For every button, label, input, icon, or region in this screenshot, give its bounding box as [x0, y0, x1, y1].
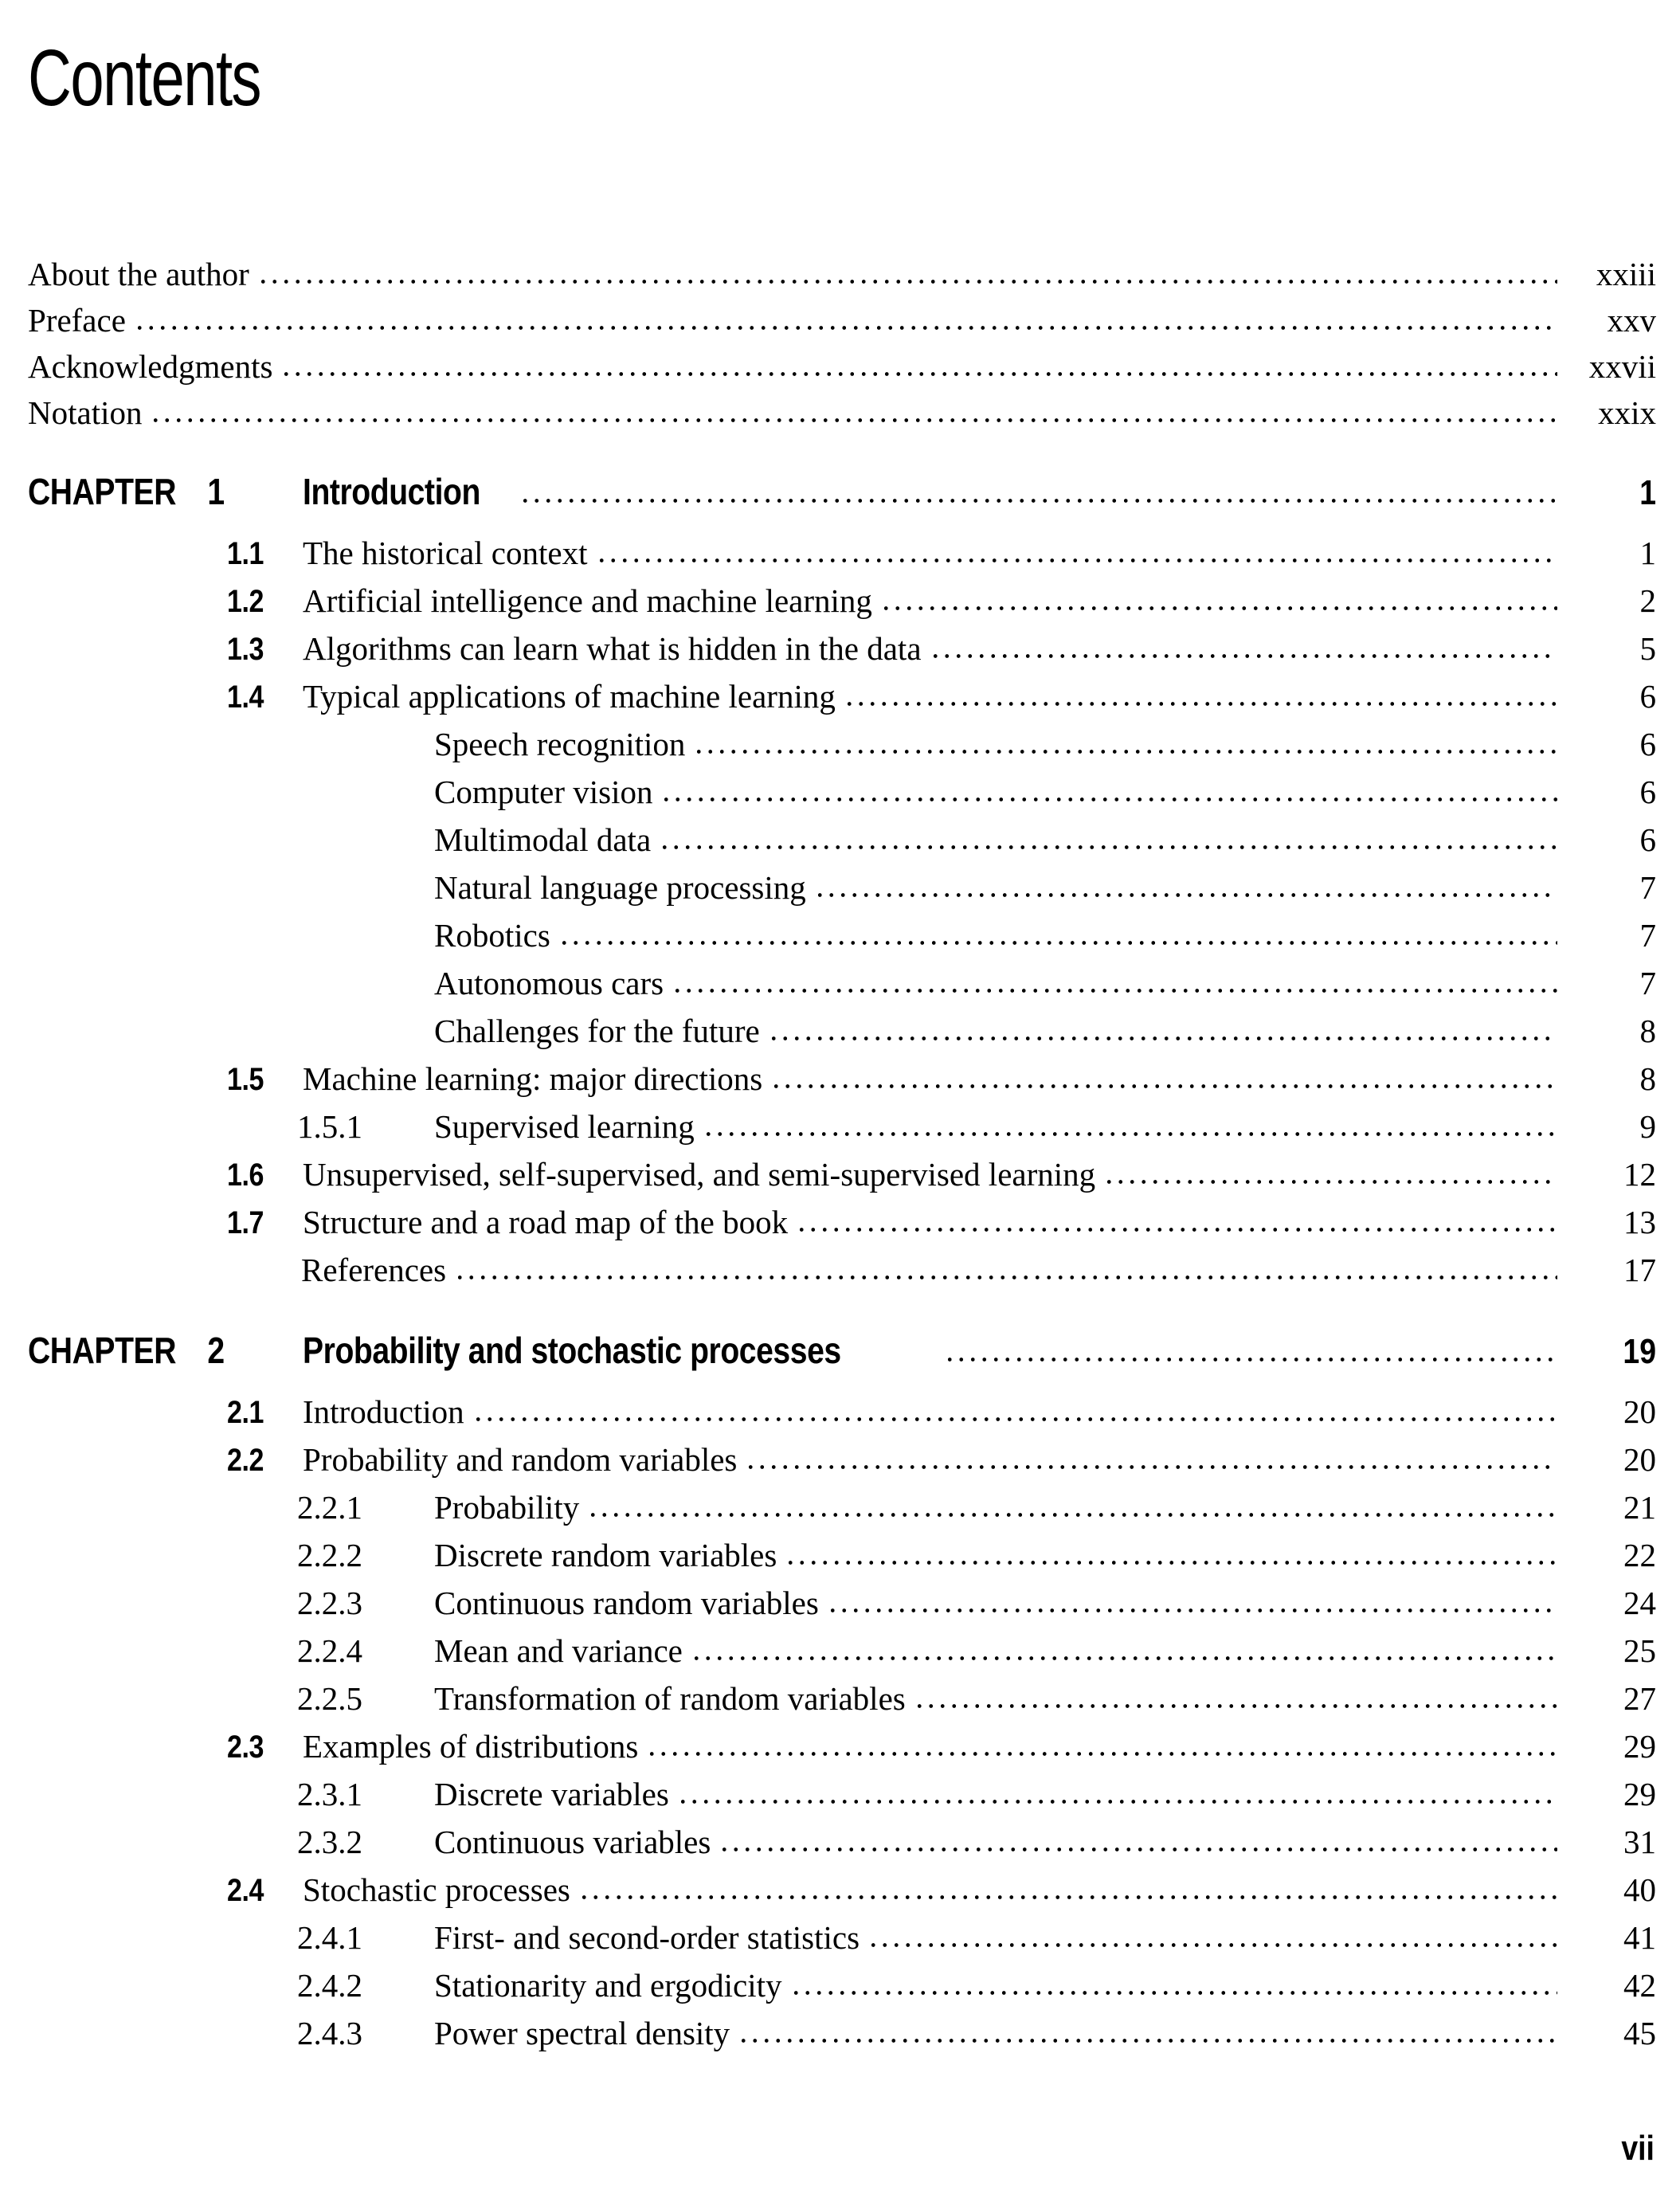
- toc-entry: [28, 725, 1656, 773]
- footer-page-number: vii: [1621, 2129, 1655, 2168]
- toc-entry: [28, 964, 1656, 1012]
- entry-title: Supervised learning: [434, 1108, 695, 1145]
- toc-entry: [28, 1823, 1656, 1871]
- toc-entry: [28, 1775, 1656, 1823]
- dot-leader: [768, 1035, 1557, 1042]
- entry-page: 42: [1623, 1967, 1656, 2004]
- toc-entry: [28, 1918, 1656, 1966]
- entry-title: Stationarity and ergodicity: [434, 1967, 782, 2004]
- toc-entry: [28, 1584, 1656, 1632]
- entry-page: 20: [1623, 1393, 1656, 1430]
- entry-page: 25: [1623, 1632, 1656, 1669]
- dot-leader: [134, 324, 1557, 331]
- entry-page: 40: [1623, 1871, 1656, 1908]
- entry-page: xxvii: [1588, 348, 1656, 385]
- chapter-title: Probability and stochastic processes: [303, 1330, 841, 1371]
- entry-page: 22: [1623, 1537, 1656, 1573]
- entry-number: 2.3: [227, 1730, 264, 1765]
- entry-page: 6: [1639, 774, 1656, 810]
- toc-entry: [28, 1727, 1656, 1775]
- entry-page: 8: [1639, 1060, 1656, 1097]
- entry-title: Continuous random variables: [434, 1585, 819, 1621]
- dot-leader: [693, 748, 1557, 755]
- dot-leader: [827, 1607, 1557, 1614]
- toc-entry: [28, 1632, 1656, 1679]
- toc-entry: [28, 1155, 1656, 1203]
- entry-title: Algorithms can learn what is hidden in the data: [303, 630, 922, 667]
- entry-title: Probability: [434, 1489, 580, 1526]
- toc-entry: [28, 677, 1656, 725]
- entry-page: 29: [1623, 1728, 1656, 1765]
- entry-page: xxix: [1598, 394, 1656, 431]
- entry-title: First- and second-order statistics: [434, 1919, 860, 1956]
- dot-leader: [785, 1559, 1557, 1566]
- entry-title: Introduction: [303, 1393, 464, 1430]
- entry-title: Acknowledgments: [28, 348, 273, 385]
- entry-page: 1: [1639, 535, 1656, 571]
- entry-title: Probability and random variables: [303, 1441, 738, 1478]
- entry-number: 2.1: [227, 1395, 264, 1430]
- entry-number: 2.4.3: [297, 2015, 362, 2051]
- dot-leader: [646, 1750, 1557, 1757]
- toc-entry: [28, 1012, 1656, 1060]
- toc-entry: [28, 1871, 1656, 1918]
- toc-entry: [28, 1440, 1656, 1488]
- entry-page: 6: [1639, 821, 1656, 858]
- toc-entry: [28, 1393, 1656, 1440]
- entry-title: Stochastic processes: [303, 1871, 570, 1908]
- dot-leader: [944, 1356, 1557, 1363]
- dot-leader: [472, 1416, 1557, 1423]
- entry-number: 2.2.3: [297, 1585, 362, 1621]
- toc-entry: [28, 1251, 1656, 1299]
- entry-title: Structure and a road map of the book: [303, 1204, 789, 1240]
- entry-title: Challenges for the future: [434, 1013, 760, 1049]
- dot-leader: [578, 1894, 1557, 1901]
- entry-title: Power spectral density: [434, 2015, 730, 2051]
- entry-number: 2.2: [227, 1443, 264, 1478]
- entry-number: 2.4.2: [297, 1967, 362, 2004]
- dot-leader: [796, 1226, 1557, 1233]
- entry-title: Computer vision: [434, 774, 653, 810]
- dot-leader: [867, 1941, 1557, 1949]
- dot-leader: [790, 1989, 1558, 1996]
- entry-title: References: [301, 1252, 447, 1288]
- toc-entry: [28, 582, 1656, 629]
- entry-title: Mean and variance: [434, 1632, 683, 1669]
- entry-number: 2.3.1: [297, 1776, 362, 1812]
- chapter-heading: [28, 473, 1656, 519]
- entry-title: Autonomous cars: [434, 965, 664, 1001]
- toc-entry: [28, 629, 1656, 677]
- entry-number: 1.4: [227, 680, 264, 715]
- entry-title: Machine learning: major directions: [303, 1060, 763, 1097]
- dot-leader: [280, 370, 1557, 378]
- entry-title: About the author: [28, 256, 249, 292]
- dot-leader: [150, 417, 1557, 424]
- dot-leader: [454, 1274, 1557, 1281]
- dot-leader: [770, 1083, 1557, 1090]
- entry-number: 2.3.2: [297, 1824, 362, 1860]
- entry-title: Robotics: [434, 917, 550, 954]
- entry-page: xxiii: [1596, 256, 1656, 292]
- dot-leader: [719, 1846, 1557, 1853]
- toc-entry: [28, 1679, 1656, 1727]
- toc-entry: [28, 255, 1656, 301]
- entry-page: 5: [1639, 630, 1656, 667]
- chapter-heading: [28, 1332, 1656, 1378]
- front-matter-list: [28, 255, 1656, 440]
- entry-title: Transformation of random variables: [434, 1680, 906, 1717]
- chapter-page: 19: [1623, 1332, 1656, 1371]
- entry-page: 13: [1623, 1204, 1656, 1240]
- toc-entry: [28, 916, 1656, 964]
- entry-number: 1.7: [227, 1205, 264, 1240]
- entry-number: 2.4.1: [297, 1919, 362, 1956]
- dot-leader: [596, 557, 1558, 564]
- dot-leader: [738, 2037, 1557, 2044]
- entry-title: Examples of distributions: [303, 1728, 639, 1765]
- toc-entry: [28, 301, 1656, 347]
- page-title: Contents: [28, 33, 261, 123]
- entry-title: Preface: [28, 302, 126, 339]
- entry-number: 1.2: [227, 584, 264, 619]
- entry-page: xxv: [1607, 302, 1656, 339]
- entry-page: 2: [1639, 582, 1656, 619]
- entry-page: 31: [1623, 1824, 1656, 1860]
- entry-page: 17: [1623, 1252, 1656, 1288]
- dot-leader: [257, 278, 1557, 285]
- entry-page: 21: [1623, 1489, 1656, 1526]
- entry-page: 29: [1623, 1776, 1656, 1812]
- dot-leader: [745, 1463, 1557, 1471]
- entry-title: Unsupervised, self-supervised, and semi-supervised learning: [303, 1156, 1096, 1193]
- entry-number: 2.2.1: [297, 1489, 362, 1526]
- entry-page: 41: [1623, 1919, 1656, 1956]
- entry-number: 1.1: [227, 536, 264, 571]
- entry-page: 12: [1623, 1156, 1656, 1193]
- dot-leader: [930, 652, 1557, 660]
- entry-number: 1.3: [227, 632, 264, 667]
- dot-leader: [914, 1702, 1557, 1710]
- chapter-title: Introduction: [303, 471, 480, 512]
- entry-number: 1.6: [227, 1158, 264, 1193]
- toc-entry: [28, 1488, 1656, 1536]
- toc-entry: [28, 1060, 1656, 1107]
- chapter-label: CHAPTER 1: [28, 471, 225, 512]
- entry-page: 9: [1639, 1108, 1656, 1145]
- entry-page: 24: [1623, 1585, 1656, 1621]
- entry-page: 7: [1639, 869, 1656, 906]
- dot-leader: [587, 1511, 1557, 1518]
- entry-page: 7: [1639, 917, 1656, 954]
- entry-title: Continuous variables: [434, 1824, 711, 1860]
- entry-title: The historical context: [303, 535, 588, 571]
- dot-leader: [880, 605, 1557, 612]
- entry-title: Discrete random variables: [434, 1537, 777, 1573]
- entry-title: Typical applications of machine learning: [303, 678, 836, 715]
- entry-number: 1.5: [227, 1062, 264, 1097]
- entry-number: 2.2.4: [297, 1632, 362, 1669]
- toc-entry: [28, 868, 1656, 916]
- entry-number: 2.2.2: [297, 1537, 362, 1573]
- dot-leader: [677, 1798, 1557, 1805]
- toc-entry: [28, 1107, 1656, 1155]
- dot-leader: [1103, 1178, 1557, 1185]
- entry-title: Natural language processing: [434, 869, 806, 906]
- dot-leader: [659, 844, 1557, 851]
- dot-leader: [814, 891, 1557, 899]
- dot-leader: [519, 497, 1557, 504]
- entry-page: 8: [1639, 1013, 1656, 1049]
- entry-title: Notation: [28, 394, 143, 431]
- entry-title: Speech recognition: [434, 726, 686, 762]
- toc-entry: [28, 821, 1656, 868]
- chapter-label: CHAPTER 2: [28, 1330, 225, 1371]
- toc-entry: [28, 534, 1656, 582]
- entry-page: 7: [1639, 965, 1656, 1001]
- entry-title: Artificial intelligence and machine learning: [303, 582, 872, 619]
- entry-page: 20: [1623, 1441, 1656, 1478]
- dot-leader: [844, 700, 1557, 707]
- entry-page: 6: [1639, 678, 1656, 715]
- entry-page: 45: [1623, 2015, 1656, 2051]
- chapter-page: 1: [1639, 473, 1656, 512]
- entry-page: 6: [1639, 726, 1656, 762]
- entry-number: 2.2.5: [297, 1680, 362, 1717]
- dot-leader: [703, 1130, 1557, 1138]
- toc-entry: [28, 394, 1656, 440]
- entry-number: 2.4: [227, 1873, 264, 1908]
- entry-title: Discrete variables: [434, 1776, 669, 1812]
- toc-entry: [28, 347, 1656, 394]
- dot-leader: [660, 796, 1557, 803]
- chapters-list: [28, 473, 1656, 2062]
- entry-number: 1.5.1: [297, 1108, 362, 1145]
- toc-entry: [28, 1203, 1656, 1251]
- toc-entry: [28, 1966, 1656, 2014]
- toc-entry: [28, 1536, 1656, 1584]
- toc-entry: [28, 773, 1656, 821]
- toc-entry: [28, 2014, 1656, 2062]
- dot-leader: [672, 987, 1557, 994]
- entry-page: 27: [1623, 1680, 1656, 1717]
- entry-title: Multimodal data: [434, 821, 652, 858]
- dot-leader: [558, 939, 1557, 946]
- dot-leader: [691, 1655, 1557, 1662]
